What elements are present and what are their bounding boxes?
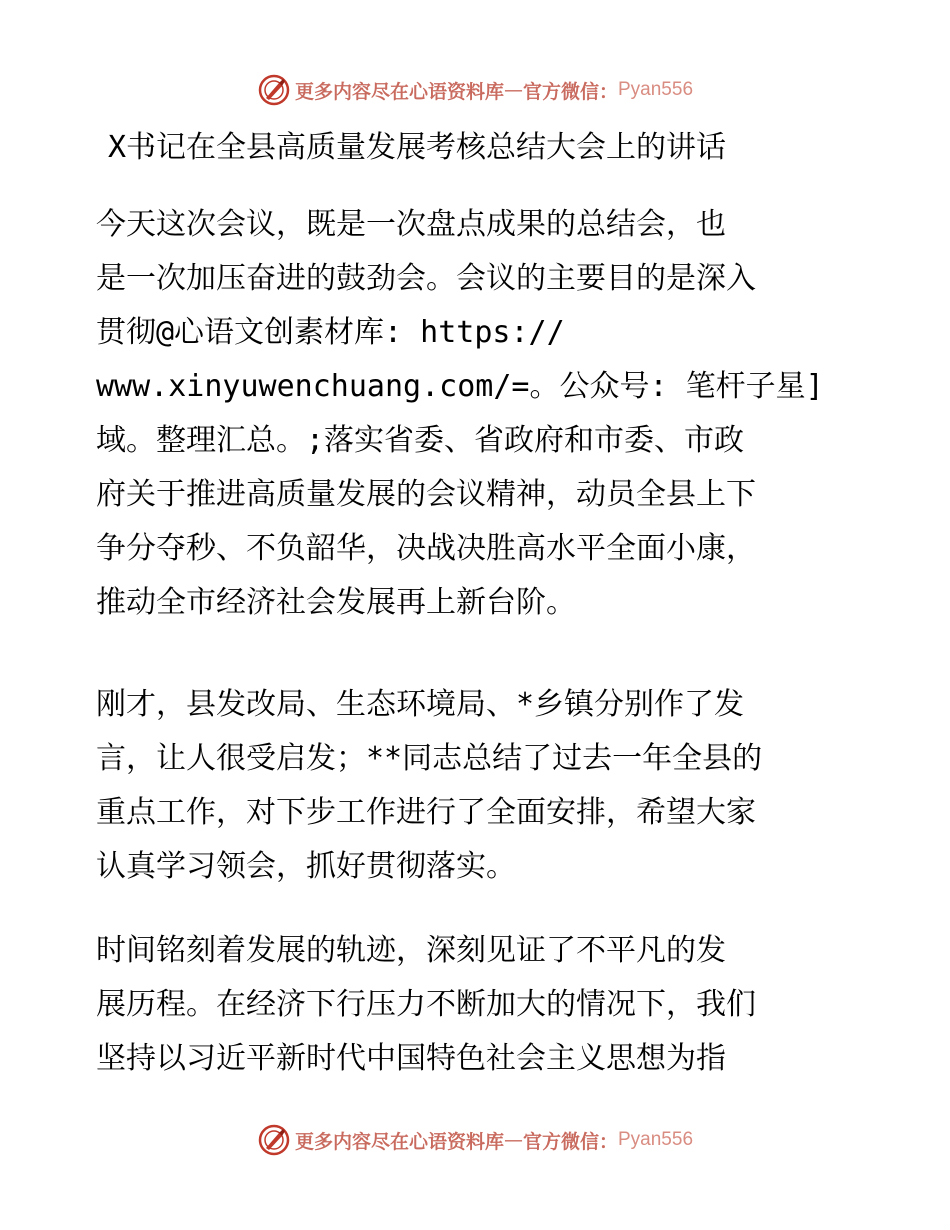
header-banner <box>0 70 950 110</box>
paragraph-line: 重点工作，对下步工作进行了全面安排，希望大家 <box>96 795 756 830</box>
banner-main-text: 更多内容尽在心语资料库 <box>294 1130 504 1153</box>
banner-wechat-label: 官方微信： <box>522 1130 618 1153</box>
paragraph-line: 时间铭刻着发展的轨迹，深刻见证了不平凡的发 <box>96 933 726 968</box>
paragraph-line: 刚才，县发改局、生态环境局、*乡镇分别作了发 <box>96 687 745 722</box>
paragraph-line: www.xinyuwenchuang.com/=。公众号: 笔杆子星] <box>96 369 824 404</box>
paragraph-line: 争分夺秒、不负韶华，决战决胜高水平全面小康， <box>96 531 756 566</box>
paragraph-3 <box>96 924 856 1086</box>
paragraph-line: 推动全市经济社会发展再上新台阶。 <box>96 585 576 620</box>
paragraph-2 <box>96 678 856 894</box>
paragraph-line: 贯彻@心语文创素材库: https:// <box>96 315 565 350</box>
paragraph-line: 坚持以习近平新时代中国特色社会主义思想为指 <box>96 1041 726 1076</box>
banner-dash: — <box>503 1129 523 1151</box>
paragraph-line: 府关于推进高质量发展的会议精神，动员全县上下 <box>96 477 756 512</box>
pen-logo-icon <box>257 73 291 107</box>
document-title: X书记在全县高质量发展考核总结大会上的讲话 <box>108 130 727 165</box>
footer-banner <box>0 1120 950 1160</box>
pen-logo-icon <box>257 1123 291 1157</box>
paragraph-line: 言，让人很受启发；**同志总结了过去一年全县的 <box>96 741 763 776</box>
paragraph-line: 展历程。在经济下行压力不断加大的情况下，我们 <box>96 987 756 1022</box>
banner-wechat-id: Pyan556 <box>618 79 694 100</box>
banner-wechat-id: Pyan556 <box>618 1129 694 1150</box>
banner-dash: — <box>503 79 523 101</box>
paragraph-line: 今天这次会议，既是一次盘点成果的总结会，也 <box>96 207 726 242</box>
paragraph-line: 域。整理汇总。;落实省委、省政府和市委、市政 <box>96 423 745 458</box>
banner-wechat-label: 官方微信： <box>522 80 618 103</box>
paragraph-line: 是一次加压奋进的鼓劲会。会议的主要目的是深入 <box>96 261 756 296</box>
banner-main-text: 更多内容尽在心语资料库 <box>294 80 504 103</box>
paragraph-1 <box>96 198 856 630</box>
paragraph-line: 认真学习领会，抓好贯彻落实。 <box>96 849 516 884</box>
